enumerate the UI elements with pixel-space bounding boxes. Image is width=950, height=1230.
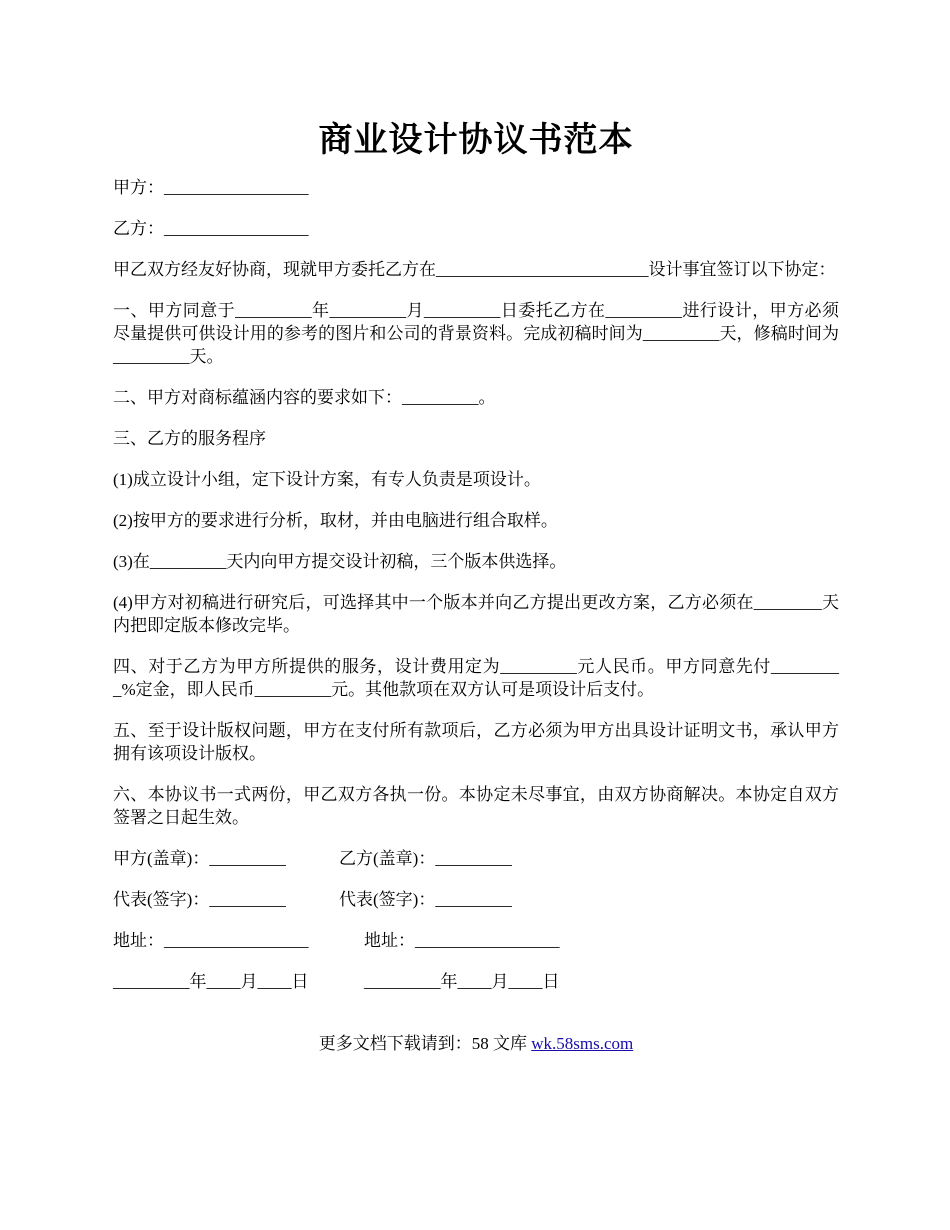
representative-row <box>113 888 839 911</box>
party-b-seal: 乙方(盖章)：_________ <box>339 849 512 868</box>
date-row <box>113 970 839 993</box>
clause-3-item-2: (2)按甲方的要求进行分析，取材，并由电脑进行组合取样。 <box>113 511 558 530</box>
party-b-date: _________年____月____日 <box>364 972 560 991</box>
party-a-representative: 代表(签字)：_________ <box>113 890 286 909</box>
document-title: 商业设计协议书范本 <box>318 122 634 159</box>
clause-5: 五、至于设计版权问题，甲方在支付所有款项后，乙方必须为甲方出具设计证明文书，承认甲方拥有该项设计版权。 <box>113 721 839 763</box>
party-a-address: 地址：_________________ <box>113 931 309 950</box>
party-b-representative: 代表(签字)：_________ <box>339 890 512 909</box>
party-b-line: 乙方：_________________ <box>113 219 309 238</box>
clause-3-item-3: (3)在_________天内向甲方提交设计初稿，三个版本供选择。 <box>113 552 567 571</box>
party-b-address: 地址：_________________ <box>364 931 560 950</box>
document-body <box>113 176 839 1011</box>
intro-paragraph: 甲乙双方经友好协商，现就甲方委托乙方在_________________________设计事宜签订以下协定： <box>113 260 836 279</box>
party-a-date: _________年____月____日 <box>113 972 309 991</box>
footer-text: 更多文档下载请到：58 文库 <box>318 1034 532 1053</box>
address-row <box>113 929 839 952</box>
clause-2: 二、甲方对商标蕴涵内容的要求如下：_________。 <box>113 388 496 407</box>
clause-6: 六、本协议书一式两份，甲乙双方各执一份。本协定未尽事宜，由双方协商解决。本协定自双方签署之日起生效。 <box>113 785 839 827</box>
party-a-seal: 甲方(盖章)：_________ <box>113 849 286 868</box>
party-a-line: 甲方：_________________ <box>113 178 309 197</box>
clause-3-item-1: (1)成立设计小组，定下设计方案，有专人负责是项设计。 <box>113 470 541 489</box>
clause-4: 四、对于乙方为甲方所提供的服务，设计费用定为_________元人民币。甲方同意先付_________%定金，即人民币_________元。其他款项在双方认可是项设计后支付。 <box>113 657 839 699</box>
clause-3-item-4: (4)甲方对初稿进行研究后，可选择其中一个版本并向乙方提出更改方案，乙方必须在________天内把即定版本修改完毕。 <box>113 593 839 635</box>
clause-1: 一、甲方同意于_________年_________月_________日委托乙方在_________进行设计，甲方必须尽量提供可供设计用的参考的图片和公司的背景资料。完成初稿时间为_________天，修稿时间为_________天。 <box>113 301 839 366</box>
seal-row <box>113 847 839 870</box>
footer <box>113 1032 839 1055</box>
clause-3-heading: 三、乙方的服务程序 <box>113 429 266 448</box>
footer-link[interactable]: wk.58sms.com <box>531 1034 634 1053</box>
